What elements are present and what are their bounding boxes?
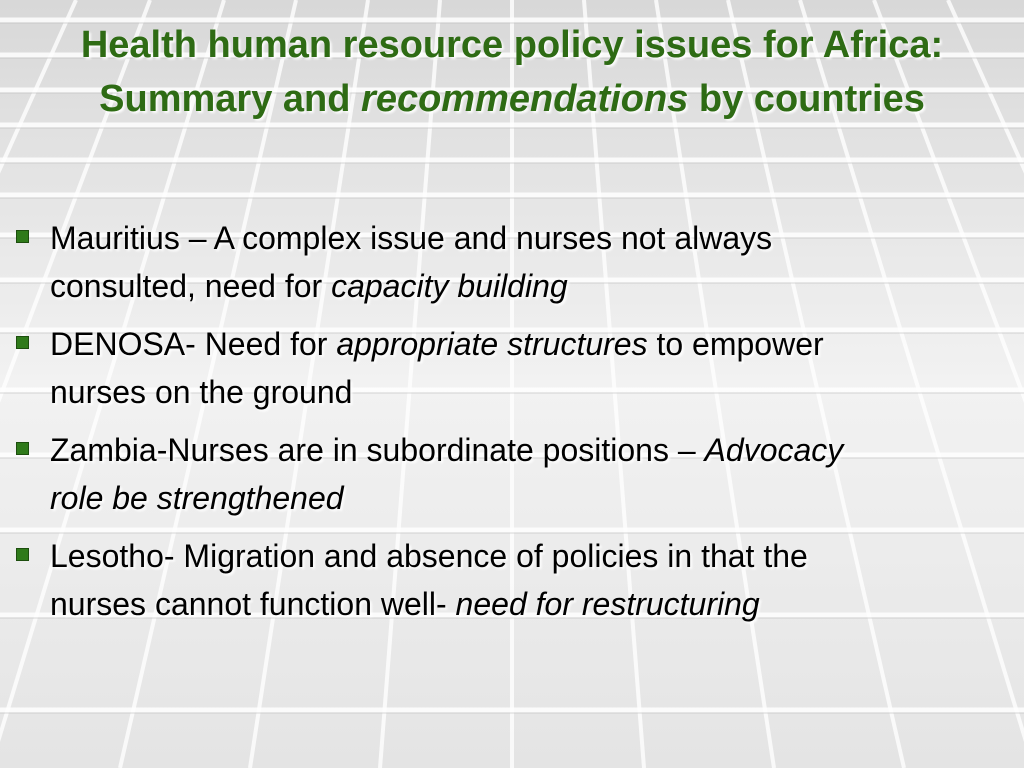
bullet-emphasis: Advocacy role be strengthened <box>50 432 844 516</box>
bullet-text: Zambia-Nurses are in subordinate positions – <box>50 432 705 468</box>
title-emphasis: recommendations <box>361 78 689 120</box>
square-bullet-icon <box>16 230 29 243</box>
slide-title <box>60 18 964 126</box>
bullet-text: DENOSA- Need for <box>50 326 337 362</box>
square-bullet-icon <box>16 336 29 349</box>
bullet-list <box>14 214 894 638</box>
bullet-text-after: to empower nurses on the ground <box>50 326 824 410</box>
bullet-item-lesotho <box>14 532 894 628</box>
bullet-emphasis: need for restructuring <box>455 586 760 622</box>
square-bullet-icon <box>16 442 29 455</box>
bullet-emphasis: capacity building <box>331 268 568 304</box>
title-text-part1: Health human resource policy issues for Africa: Summary and <box>80 24 944 120</box>
bullet-text: Mauritius – A complex issue and nurses not always consulted, need for <box>50 220 773 304</box>
bullet-item-mauritius <box>14 214 894 310</box>
title-text-part2: by countries <box>688 78 925 120</box>
bullet-emphasis: appropriate structures <box>336 326 648 362</box>
bullet-item-denosa <box>14 320 894 416</box>
bullet-text: Lesotho- Migration and absence of policies in that the nurses cannot function well- <box>50 538 808 622</box>
square-bullet-icon <box>16 548 29 561</box>
bullet-item-zambia <box>14 426 894 522</box>
